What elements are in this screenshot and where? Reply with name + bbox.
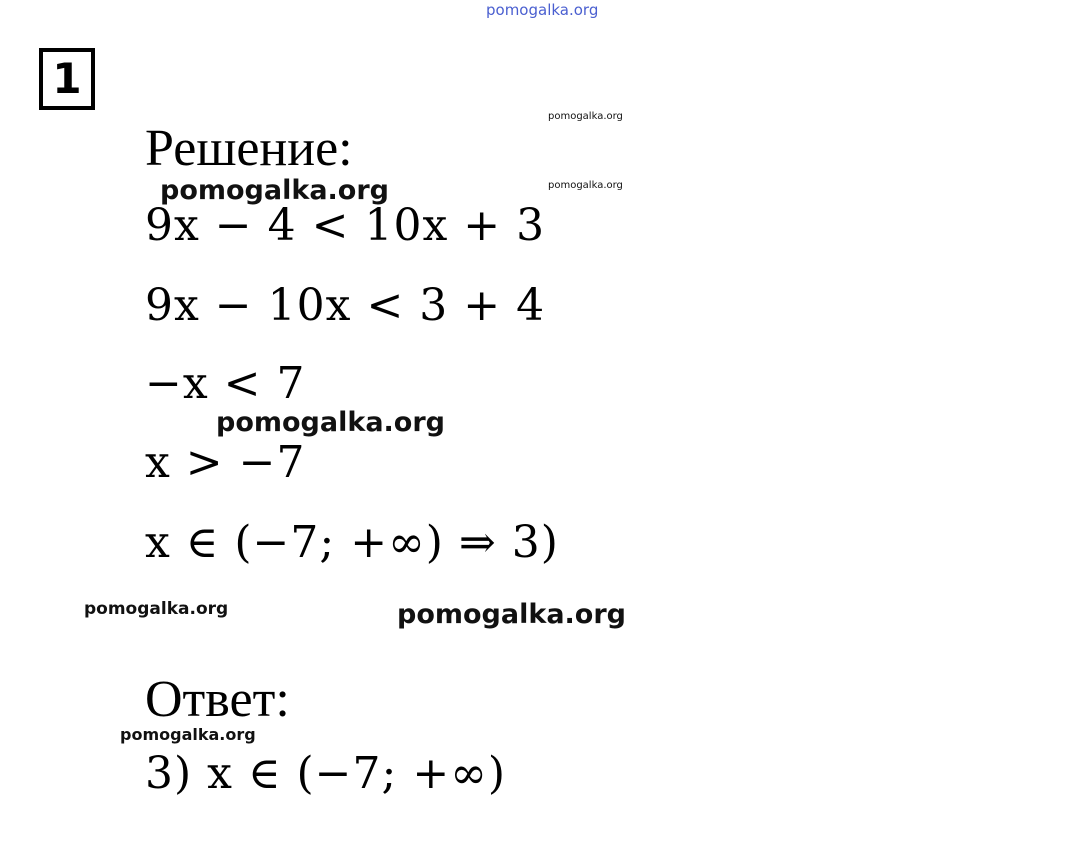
watermark-big-2: pomogalka.org [216, 407, 445, 438]
answer-heading: Ответ: [145, 671, 290, 728]
solution-step-1: 9x − 4 < 10x + 3 [145, 200, 546, 251]
watermark-tiny-1: pomogalka.org [548, 111, 623, 122]
problem-number-badge: 1 [39, 48, 95, 110]
watermark-top: pomogalka.org [486, 1, 599, 19]
watermark-big-3: pomogalka.org [397, 599, 626, 630]
solution-step-3: −x < 7 [145, 358, 306, 409]
watermark-small-1: pomogalka.org [84, 599, 229, 619]
watermark-big-1: pomogalka.org [160, 175, 389, 206]
solution-heading: Решение: [145, 120, 353, 177]
solution-step-5: x ∈ (−7; +∞) ⇒ 3) [145, 517, 559, 568]
answer-value: 3) x ∈ (−7; +∞) [145, 748, 507, 799]
watermark-small-2: pomogalka.org [120, 725, 256, 744]
watermark-tiny-2: pomogalka.org [548, 180, 623, 191]
solution-step-4: x > −7 [145, 437, 306, 488]
solution-step-2: 9x − 10x < 3 + 4 [145, 280, 546, 331]
